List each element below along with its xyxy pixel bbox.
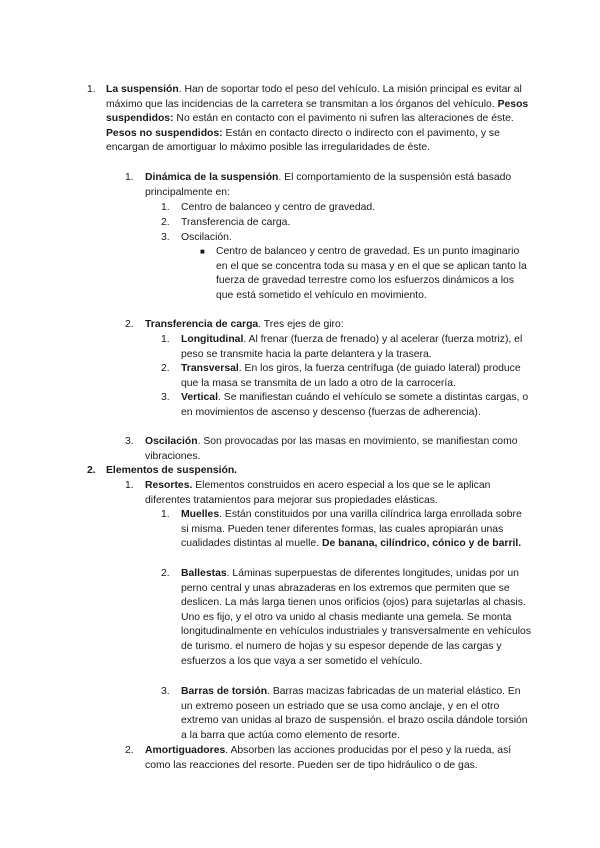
item-text: [106, 83, 530, 156]
item-text: [181, 333, 531, 362]
item-longitudinal: [161, 333, 531, 362]
list-number: 3.: [161, 392, 170, 403]
term-vertical: Vertical: [181, 392, 218, 403]
body-text: Elementos construidos en acero especial a los que se le aplican diferentes tratamientos para mejorar sus propiedades elásticas.: [145, 480, 491, 506]
list-number: 1.: [125, 480, 134, 491]
term-longitudinal: Longitudinal: [181, 334, 244, 345]
square-bullet-icon: ■: [200, 247, 205, 256]
body-text: . Han de soportar todo el peso del vehículo. La misión principal es evitar al máximo que las incidencias de la carretera se transmitan a los órganos del vehículo.: [106, 84, 522, 110]
item-text: [145, 435, 530, 464]
item-transversal: [161, 362, 531, 391]
term-muelles: Muelles: [181, 509, 220, 520]
body-text: . Láminas superpuestas de diferentes longitudes, unidas por un perno central y unas abrazaderas en los extremos que permiten que se deslicen. La más larga tienen unos orificios (ojos) para sujetarlas al chasis. Uno es fijo, y el otro va unido al chasis mediante una gemela. Se monta longitudinalmente en vehículos industriales y transversalmente en vehículos de turismo. el numero de hojas y su espesor depende de las cargas y esfuerzos a los que vaya a ser sometido el vehículo.: [181, 568, 532, 667]
item-ballestas: [161, 567, 532, 669]
item-barras-torsion: [161, 685, 531, 743]
item-text: [181, 685, 531, 743]
term-pesos-suspendidos: Pesos suspendidos:: [106, 98, 529, 125]
body-text: No están en contacto con el pavimento ni sufren las alteraciones de éste.: [173, 113, 514, 125]
item-text: Centro de balanceo y centro de gravedad. Es un punto imaginario en el que se concentra toda su masa y en el que se aplican tanto la fuerza de gravedad terrestre como los esfuerzos dinámicos a los que está sometido el vehículo en movimiento.: [216, 246, 527, 301]
item-text: Centro de balanceo y centro de gravedad.: [181, 202, 376, 213]
body-text: Están en contacto directo o indirecto con el pavimento, y se encargan de amortiguar lo máximo posible las irregularidades de éste.: [106, 127, 500, 154]
body-text: . Al frenar (fuerza de frenado) y al acelerar (fuerza motriz), el peso se transmite hacia la parte delantera y la trasera.: [181, 334, 523, 360]
item-muelles: [161, 508, 531, 552]
item-transferencia-carga: [161, 216, 531, 231]
item-suspension: [87, 83, 530, 156]
term-muelle-formas: De banana, cilíndrico, cónico y de barril.: [321, 538, 522, 550]
body-text: . El comportamiento de la suspensión está basado principalmente en:: [145, 172, 512, 198]
heading-suspension: La suspensión: [106, 84, 179, 95]
bullet-centro-balanceo: [200, 245, 531, 303]
heading-elementos: Elementos de suspensión.: [106, 465, 238, 476]
list-number: 2.: [87, 465, 96, 476]
list-number: 2.: [125, 745, 134, 756]
term-transversal: Transversal: [181, 363, 239, 374]
item-amortiguadores: [125, 744, 530, 773]
list-number: 1.: [161, 334, 170, 345]
body-text: . En los giros, la fuerza centrífuga (de guiado lateral) produce que la masa se transmita de un lado a otro de la carrocería.: [181, 363, 521, 389]
item-text: Transferencia de carga.: [181, 217, 291, 228]
item-oscilacion: [161, 231, 531, 246]
body-text: . Son provocadas por las masas en movimiento, se manifiestan como vibraciones.: [145, 436, 518, 462]
list-number: 3.: [161, 686, 170, 697]
item-elementos: [87, 464, 530, 479]
heading-transferencia: Transferencia de carga: [145, 319, 259, 330]
body-text: . Barras macizas fabricadas de un material elástico. En un extremo poseen un estriado que se usa como anclaje, y en el otro extremo van unidas al brazo de suspensión. el brazo oscila dándole torsión a la barra que actúa como elemento de resorte.: [181, 686, 528, 741]
list-number: 2.: [161, 363, 170, 374]
list-number: 1.: [161, 202, 170, 213]
body-text: . Están constituidos por una varilla cilíndrica larga enrollada sobre si misma. Pueden tener diferentes formas, las cuales apropiarán unas cualidades distintas al muelle.: [181, 509, 522, 550]
list-number: 2.: [161, 217, 170, 228]
list-number: 2.: [161, 568, 170, 579]
list-number: 2.: [125, 319, 134, 330]
item-dinamica: [125, 171, 530, 200]
body-text: . Absorben las acciones producidas por el peso y la rueda, así como las reacciones del resorte. Pueden ser de tipo hidráulico o de gas.: [145, 745, 512, 771]
item-text: [181, 391, 531, 420]
list-number: 1.: [161, 509, 170, 520]
heading-resortes: Resortes.: [145, 480, 193, 491]
heading-oscilacion: Oscilación: [145, 436, 198, 447]
item-text: [145, 479, 530, 508]
item-vertical: [161, 391, 531, 420]
item-text: [145, 744, 530, 773]
item-text: [145, 171, 530, 200]
item-resortes: [125, 479, 530, 508]
item-text: [106, 464, 530, 479]
item-text: Oscilación.: [181, 232, 232, 243]
item-oscilacion-desc: [125, 435, 530, 464]
item-text: [181, 567, 531, 669]
heading-dinamica: Dinámica de la suspensión: [145, 172, 279, 183]
heading-amortiguadores: Amortiguadores: [145, 745, 226, 756]
list-number: 3.: [125, 436, 134, 447]
term-ballestas: Ballestas: [181, 568, 227, 579]
item-centro-balanceo: [161, 201, 531, 216]
list-number: 3.: [161, 232, 170, 243]
item-text: [145, 318, 530, 333]
body-text: . Tres ejes de giro:: [258, 319, 344, 330]
list-number: 1.: [125, 172, 134, 183]
term-barras-torsion: Barras de torsión: [181, 686, 268, 697]
item-transferencia: [125, 318, 530, 333]
body-text: . Se manifiestan cuándo el vehículo se somete a distintas cargas, o en movimientos de ascenso y descenso (fuerzas de adherencia).: [181, 392, 529, 418]
term-pesos-no-suspendidos: Pesos no suspendidos:: [106, 127, 223, 139]
item-text: [181, 508, 531, 552]
list-number: 1.: [87, 84, 96, 95]
item-text: [181, 362, 531, 391]
